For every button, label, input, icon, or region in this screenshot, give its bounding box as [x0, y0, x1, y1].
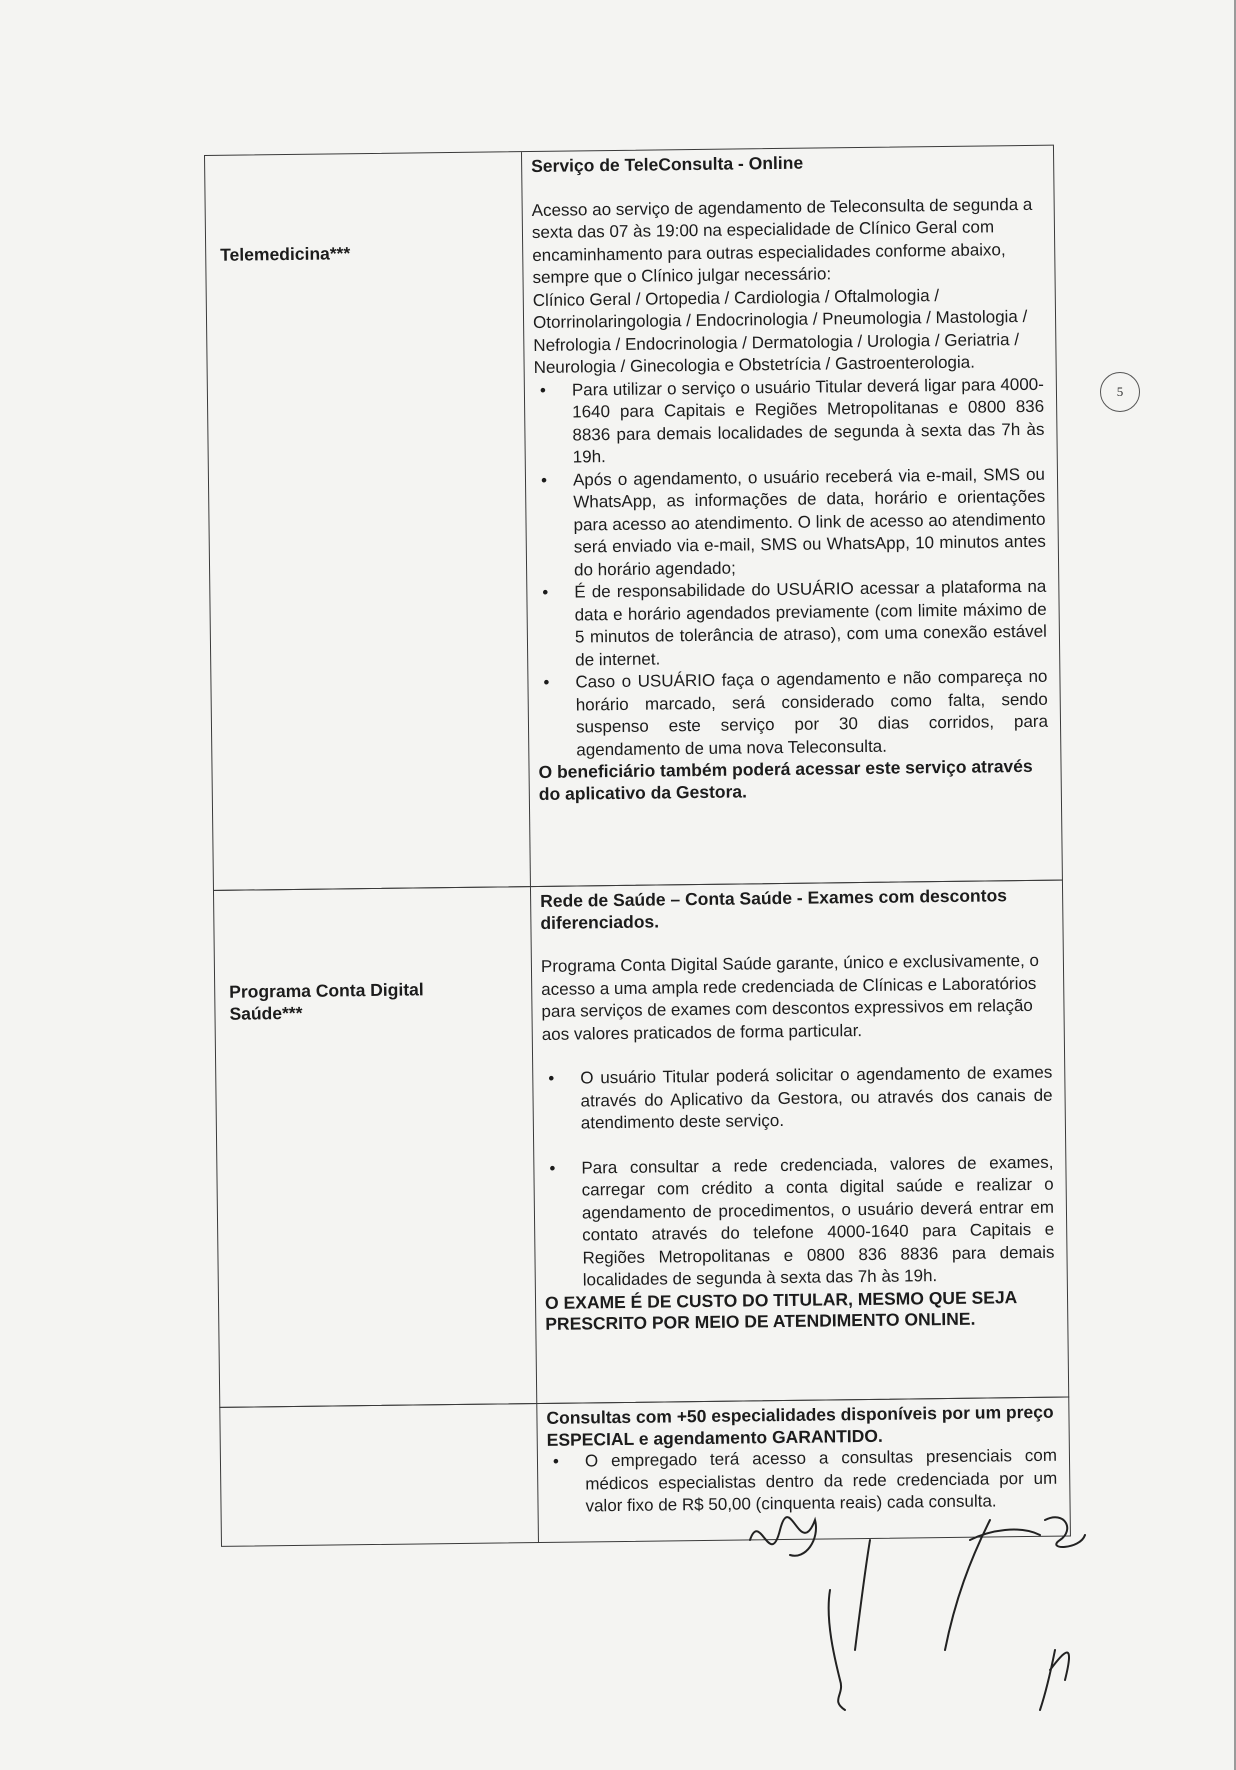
teleconsulta-intro: Acesso ao serviço de agendamento de Teleconsulta de segunda a sexta das 07 às 19:00 na especialidade de Clínico Geral com encaminhamento para outras especialidades conforme abaixo, sempre que o Clínico julgar necessário: — [531, 194, 1033, 287]
list-item: • Caso o USUÁRIO faça o agendamento e não compareça no horário marcado, será considerado como falta, sendo suspenso este serviço por 30 dias corridos, para agendamento de uma nova Teleconsulta. — [543, 666, 1049, 759]
bullet-icon: • — [543, 672, 550, 692]
list-item: • O empregado terá acesso a consultas presenciais com médicos especialistas dentro da rede credenciada por um valor fixo de R$ 50,00 (cinquenta reais) cada consulta. — [552, 1445, 1058, 1516]
handwritten-signatures — [720, 1500, 1120, 1730]
bullet-icon: • — [539, 380, 546, 400]
row-label-telemedicina: Telemedicina*** — [220, 243, 351, 265]
list-item: • Para consultar a rede credenciada, valores de exames, carregar com crédito a conta digital saúde e realizar o agendamento de procedimentos, o usuário deverá entrar em contato através do telefone 4000-1640 para Capitais e Regiões Metropolitanas e 0800 836 8836 para demais localidades de segunda à sexta das 7h às 19h. — [549, 1152, 1055, 1290]
specialties-list: Clínico Geral / Ortopedia / Cardiologia / Oftalmologia / Otorrinolaringologia / Endocrinologia / Pneumologia / Mastologia / Nefrologia / Endocrinologia / Dermatologia / Urologia / Geriatria / Neurologia / Ginecologia e Obstetrícia / Gastroenterologia. — [532, 285, 1028, 377]
conta-saude-intro: Programa Conta Digital Saúde garante, único e exclusivamente, o acesso a uma ampla rede credenciada de Clínicas e Laboratórios para serviços de exames com descontos expressivos em relação aos valores praticados de forma particular. — [540, 950, 1040, 1044]
list-item: • Para utilizar o serviço o usuário Titular deverá ligar para 4000-1640 para Capitais e Regiões Metropolitanas e 0800 836 8836 para demais localidades de segunda à sexta das 7h às 19h. — [539, 374, 1045, 467]
label-cell — [220, 1404, 539, 1546]
exame-custo-note: O EXAME É DE CUSTO DO TITULAR, MESMO QUE SEJA PRESCRITO POR MEIO DE ATENDIMENTO ONLINE. — [544, 1286, 1017, 1334]
teleconsulta-bullets — [534, 373, 1049, 762]
bullet-icon: • — [540, 470, 548, 490]
consultas-title: Consultas com +50 especialidades disponíveis por um preço ESPECIAL e agendamento GARANTIDO. — [546, 1401, 1054, 1450]
table-row-telemedicina — [204, 145, 1063, 891]
content-cell — [521, 146, 1062, 886]
bullet-icon: • — [542, 582, 549, 602]
list-item: • É de responsabilidade do USUÁRIO acessar a plataforma na data e horário agendados previamente (com limite máximo de 5 minutos de tolerância de atraso), com uma conexão estável de internet. — [542, 576, 1047, 670]
conta-saude-bullets — [542, 1062, 1055, 1293]
bullet-icon: • — [548, 1068, 555, 1088]
row-label-conta-digital: Programa Conta Digital Saúde*** — [229, 979, 424, 1024]
content-cell — [530, 881, 1068, 1403]
list-item: • O usuário Titular poderá solicitar o agendamento de exames através do Aplicativo da Gestora, ou através dos canais de atendimento deste serviço. — [548, 1062, 1053, 1133]
list-item: • Após o agendamento, o usuário receberá via e-mail, SMS ou WhatsApp, as informações de data, horário e orientações para acesso ao atendimento. O link de acesso ao atendimento será enviado via e-mail, SMS ou WhatsApp, 10 minutos antes do horário agendado; — [540, 464, 1046, 580]
table-row-conta-digital — [213, 880, 1069, 1408]
label-cell — [205, 152, 531, 890]
label-cell — [214, 887, 537, 1407]
conta-saude-title: Rede de Saúde – Conta Saúde - Exames com descontos diferenciados. — [540, 885, 1008, 933]
bullet-icon: • — [549, 1158, 556, 1178]
bullet-icon: • — [552, 1451, 560, 1471]
teleconsulta-note: O beneficiário também poderá acessar este serviço através do aplicativo da Gestora. — [538, 755, 1033, 804]
benefits-table — [204, 145, 1071, 1547]
page-number-stamp: 5 — [1100, 372, 1140, 412]
teleconsulta-title: Serviço de TeleConsulta - Online — [531, 152, 804, 177]
